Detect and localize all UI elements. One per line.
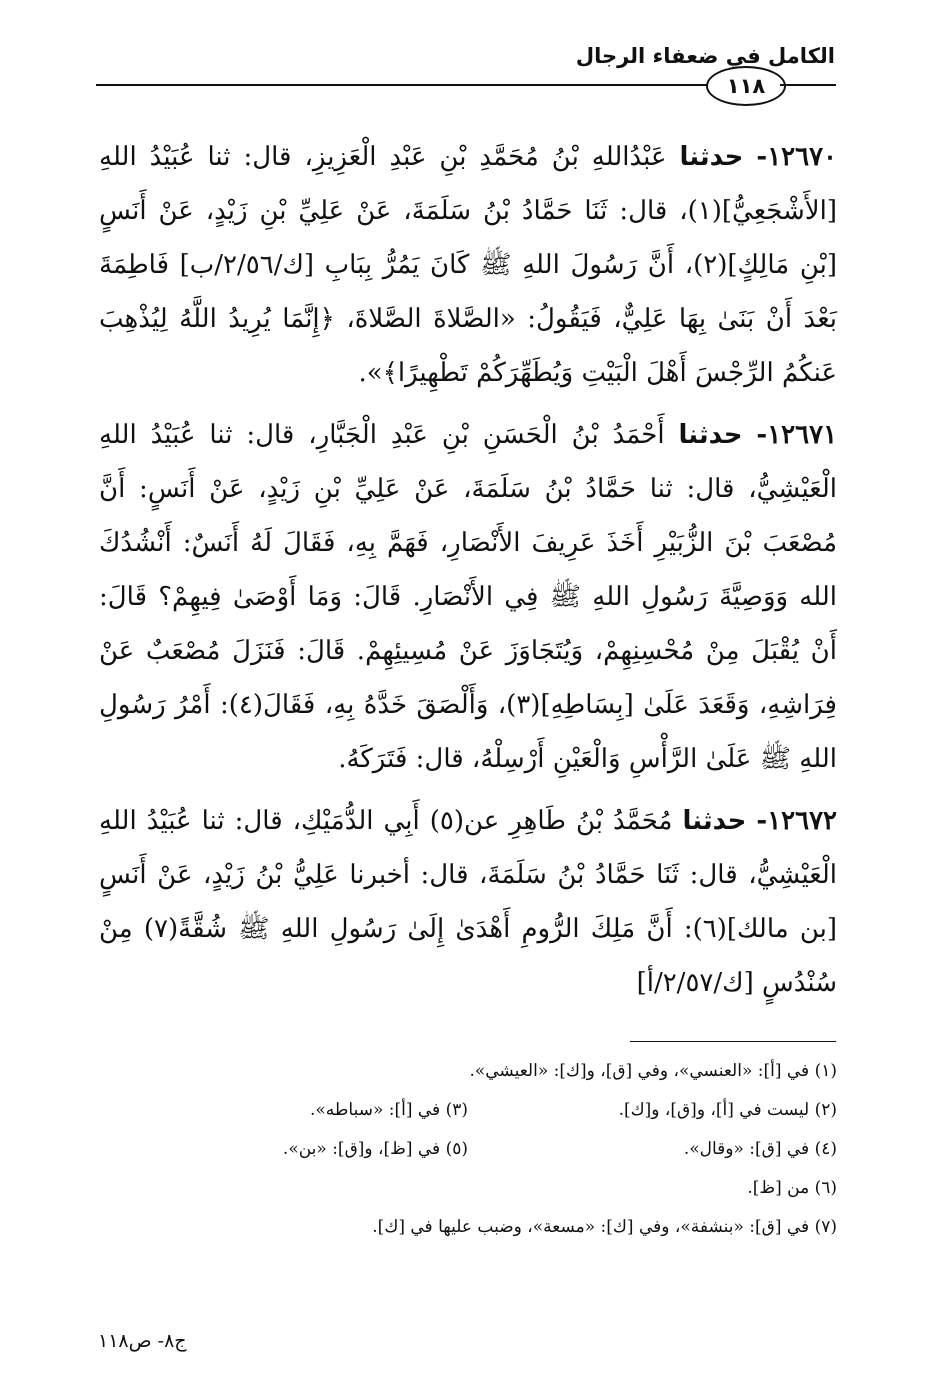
page-reference: ج٨- ص١١٨ xyxy=(98,1330,187,1352)
footnote: (٦) من [ظ]. xyxy=(747,1178,837,1198)
footnote-row xyxy=(99,1208,837,1247)
footnotes xyxy=(99,1052,837,1247)
entry-number: ١٢٦٧٠- xyxy=(756,142,838,172)
footnote-row xyxy=(99,1052,837,1091)
hadith-entry xyxy=(99,794,837,1010)
footnote: (٤) في [ق]: «وقال». xyxy=(683,1139,837,1159)
running-title: الكامل في ضعفاء الرجال xyxy=(575,44,835,68)
footnote: (٣) في [أ]: «سباطه». xyxy=(309,1100,468,1120)
entry-lead-word: حدثنا xyxy=(679,142,744,172)
entry-number: ١٢٦٧١- xyxy=(756,420,838,450)
entry-text: عَبْدُاللهِ بْنُ مُحَمَّدِ بْنِ عَبْدِ الْعَزِيزِ، قال: ثنا عُبَيْدُ اللهِ [الأَشْجَعِيُّ](١)، قال: ثَنَا حَمَّادُ بْنُ سَلَمَةَ، عَنْ عَلِيِّ بْنِ زَيْدٍ، عَنْ أَنَسٍ [بْنِ مَالِكٍ](٢)، أَنَّ رَسُولَ اللهِ ﷺ كَانَ يَمُرُّ بِبَابِ [ك/٢/٥٦/ب] فَاطِمَةَ بَعْدَ أَنْ بَنَىٰ بِهَا عَلِيٌّ، فَيَقُولُ: «الصَّلاةَ الصَّلاةَ، ﴿إِنَّمَا يُرِيدُ اللَّهُ لِيُذْهِبَ عَنكُمُ الرِّجْسَ أَهْلَ الْبَيْتِ وَيُطَهِّرَكُمْ تَطْهِيرًا﴾». xyxy=(99,142,837,388)
footnote-separator xyxy=(630,1041,836,1042)
footnote-row xyxy=(99,1091,837,1130)
footnote: (٥) في [ظ]، و[ق]: «بن». xyxy=(282,1139,468,1159)
entry-text: مُحَمَّدُ بْنُ طَاهِرِ عن(٥) أَبِي الدُّمَيْكِ، قال: ثنا عُبَيْدُ اللهِ الْعَيْشِيُّ، قال: ثَنَا حَمَّادُ بْنُ سَلَمَةَ، قال: أخبرنا عَلِيُّ بْنُ زَيْدٍ، عَنْ أَنَسٍ [بن مالك](٦): أَنَّ مَلِكَ الرُّومِ أَهْدَىٰ إِلَىٰ رَسُولِ اللهِ ﷺ شُقَّةً(٧) مِنْ سُنْدُسٍ [ك/٢/٥٧/أ] xyxy=(99,806,837,998)
entry-lead-word: حدثنا xyxy=(678,420,743,450)
page-number: ١١٨ xyxy=(726,74,766,98)
footnote: (٧) في [ق]: «بنشفة»، وفي [ك]: «مسعة»، وضبب عليها في [ك]. xyxy=(372,1217,837,1237)
footnote-row xyxy=(99,1130,837,1169)
entry-number: ١٢٦٧٢- xyxy=(756,806,838,836)
entry-lead-word: حدثنا xyxy=(682,806,747,836)
page-number-oval xyxy=(706,66,786,106)
header-rule xyxy=(96,84,708,86)
footnote: (١) في [أ]: «العنسي»، وفي [ق]، و[ك]: «العيشي». xyxy=(469,1061,837,1081)
header-rule-right xyxy=(780,84,836,86)
hadith-entry xyxy=(99,408,837,786)
entry-text: أَحْمَدُ بْنُ الْحَسَنِ بْنِ عَبْدِ الْجَبَّارِ، قال: ثنا عُبَيْدُ اللهِ الْعَيْشِيُّ، قال: ثنا حَمَّادُ بْنُ سَلَمَةَ، عَنْ عَلِيِّ بْنِ زَيْدٍ، عَنْ أَنَسٍ: أَنَّ مُصْعَبَ بْنَ الزُّبَيْرِ أَخَذَ عَرِيفَ الأَنْصَارِ، فَهَمَّ بِهِ، فَقَالَ لَهُ أَنَسٌ: أَنْشُدُكَ الله وَوَصِيَّةَ رَسُولِ اللهِ ﷺ فِي الأَنْصَارِ. قَالَ: وَمَا أَوْصَىٰ فِيهِمْ؟ قَالَ: أَنْ يُقْبَلَ مِنْ مُحْسِنِهِمْ، وَيُتَجَاوَزَ عَنْ مُسِيئِهِمْ. قَالَ: فَنَزَلَ مُصْعَبٌ عَنْ فِرَاشِهِ، وَقَعَدَ عَلَىٰ [بِسَاطِهِ](٣)، وَأَلْصَقَ خَدَّهُ بِهِ، فَقَالَ(٤): أَمْرُ رَسُولِ اللهِ ﷺ عَلَىٰ الرَّأْسِ وَالْعَيْنِ أَرْسِلْهُ، قال: فَتَرَكَهُ. xyxy=(99,420,837,774)
footnote-row xyxy=(99,1169,837,1208)
hadith-entry xyxy=(99,130,837,400)
main-text xyxy=(99,130,837,1018)
footnote: (٢) ليست في [أ]، و[ق]، و[ك]. xyxy=(618,1100,837,1120)
